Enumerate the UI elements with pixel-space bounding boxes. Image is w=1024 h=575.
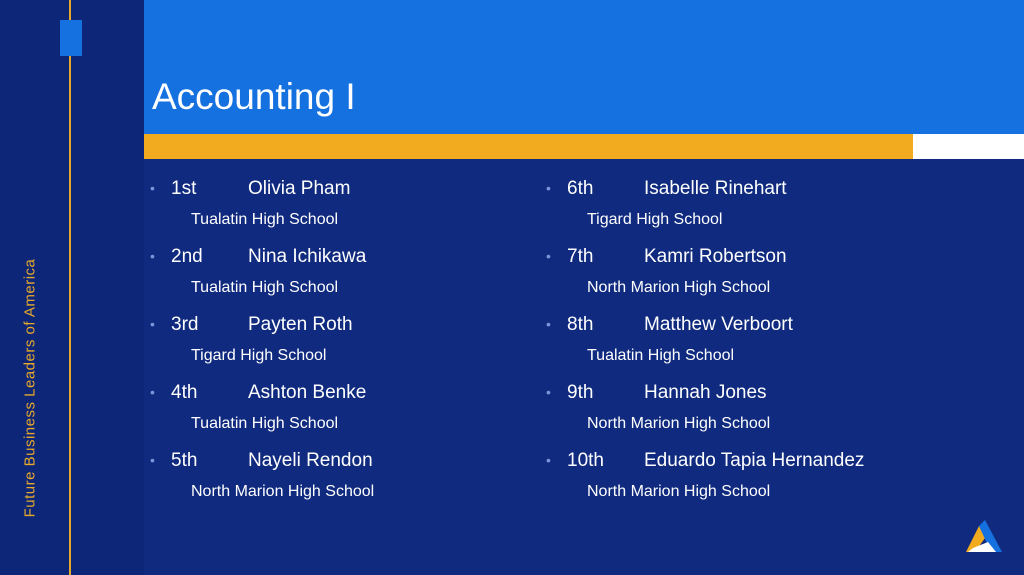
bullet-icon: • <box>546 384 551 400</box>
bullet-icon: • <box>150 248 155 264</box>
place: 9th <box>567 382 594 403</box>
school-name: Tigard High School <box>587 211 723 228</box>
bullet-icon: • <box>546 316 551 332</box>
place: 3rd <box>171 314 199 335</box>
ranking-entry <box>150 178 530 246</box>
ranking-entry <box>150 246 530 314</box>
student-name: Ashton Benke <box>248 382 367 403</box>
student-name: Eduardo Tapia Hernandez <box>644 450 865 471</box>
school-name: North Marion High School <box>191 483 375 500</box>
student-name: Matthew Verboort <box>644 314 793 335</box>
school-name: Tigard High School <box>191 347 327 364</box>
sidebar-accent-tab <box>60 20 82 56</box>
student-name: Olivia Pham <box>248 178 351 199</box>
sidebar-divider-line <box>69 0 71 575</box>
ranking-entry <box>150 450 530 518</box>
bullet-icon: • <box>150 452 155 468</box>
bullet-icon: • <box>546 180 551 196</box>
student-name: Kamri Robertson <box>644 246 787 267</box>
ranking-entry <box>546 450 926 518</box>
place: 7th <box>567 246 594 267</box>
bullet-icon: • <box>150 384 155 400</box>
ranking-entry <box>546 246 926 314</box>
ranking-entry <box>546 382 926 450</box>
slide-title: Accounting I <box>152 76 356 117</box>
bullet-icon: • <box>150 316 155 332</box>
school-name: Tualatin High School <box>191 279 339 296</box>
school-name: Tualatin High School <box>587 347 735 364</box>
student-name: Payten Roth <box>248 314 353 335</box>
rankings-right-column <box>546 178 926 518</box>
rankings-left-column <box>150 178 530 518</box>
school-name: Tualatin High School <box>191 211 339 228</box>
student-name: Nina Ichikawa <box>248 246 367 267</box>
bullet-icon: • <box>546 452 551 468</box>
place: 10th <box>567 450 604 471</box>
ranking-entry <box>546 314 926 382</box>
student-name: Nayeli Rendon <box>248 450 373 471</box>
school-name: North Marion High School <box>587 415 771 432</box>
place: 5th <box>171 450 198 471</box>
place: 6th <box>567 178 594 199</box>
ranking-entry <box>150 314 530 382</box>
student-name: Hannah Jones <box>644 382 767 403</box>
ranking-entry <box>150 382 530 450</box>
ranking-entry <box>546 178 926 246</box>
school-name: North Marion High School <box>587 279 771 296</box>
fbla-logo-icon <box>962 518 1004 556</box>
bullet-icon: • <box>150 180 155 196</box>
student-name: Isabelle Rinehart <box>644 178 787 199</box>
place: 2nd <box>171 246 203 267</box>
bullet-icon: • <box>546 248 551 264</box>
gold-accent-bar <box>144 134 913 159</box>
place: 1st <box>171 178 197 199</box>
school-name: North Marion High School <box>587 483 771 500</box>
organization-name: Future Business Leaders of America <box>21 258 39 518</box>
white-accent-bar <box>913 134 1024 159</box>
place: 4th <box>171 382 198 403</box>
school-name: Tualatin High School <box>191 415 339 432</box>
place: 8th <box>567 314 594 335</box>
